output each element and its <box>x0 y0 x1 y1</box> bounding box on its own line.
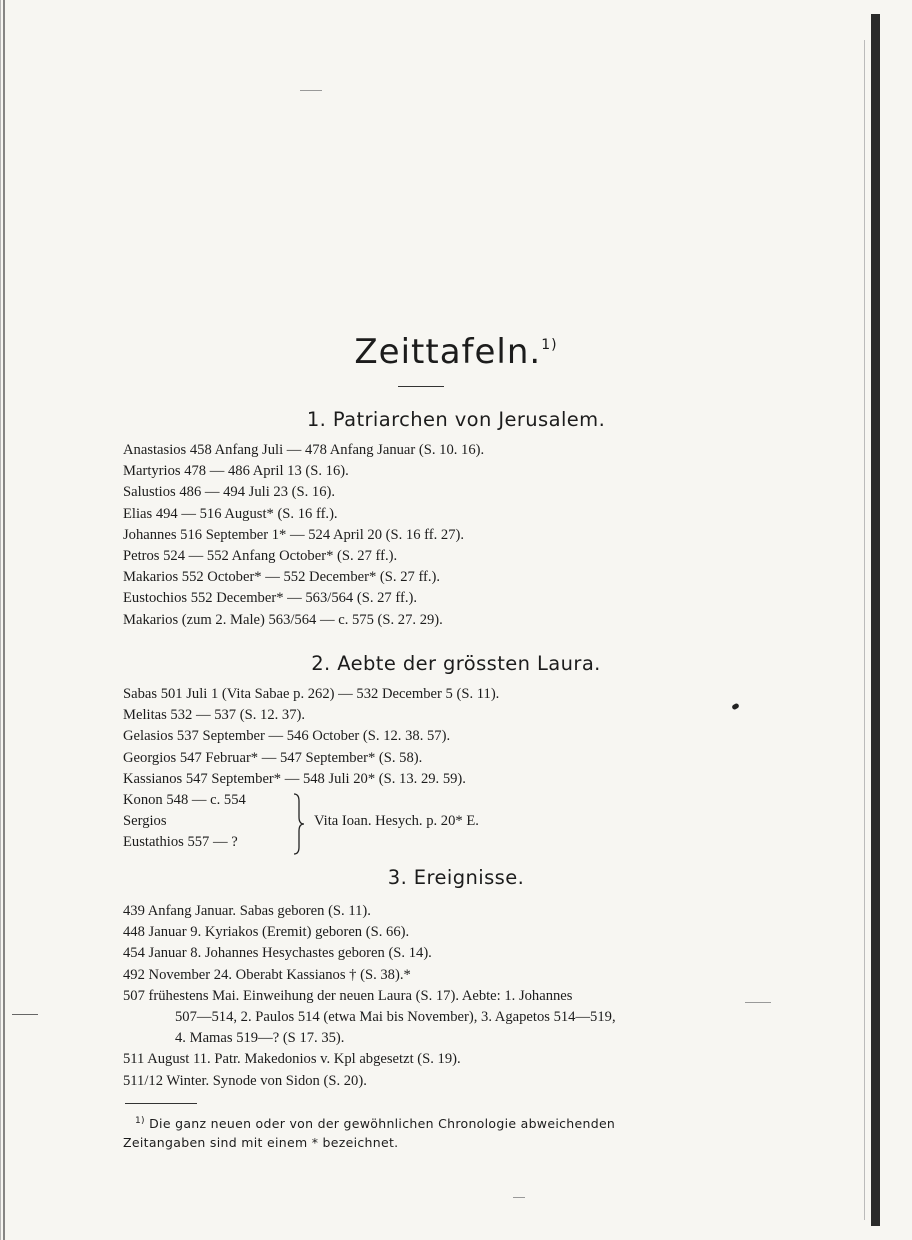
list-item: Makarios (zum 2. Male) 563/564 — c. 575 (S. 27. 29). <box>123 611 443 628</box>
scan-edge-left <box>3 0 5 1240</box>
list-item: 507 frühestens Mai. Einweihung der neuen Laura (S. 17). Aebte: 1. Johannes <box>123 987 573 1004</box>
list-item: Anastasios 458 Anfang Juli — 478 Anfang Januar (S. 10. 16). <box>123 442 485 458</box>
list-item: 511 August 11. Patr. Makedonios v. Kpl abgesetzt (S. 19). <box>123 1051 461 1068</box>
list-item: Konon 548 — c. 554 <box>123 792 246 808</box>
scan-mark <box>745 1002 771 1003</box>
section-heading-events: 3. Ereignisse. <box>387 866 525 889</box>
list-item: 492 November 24. Oberabt Kassianos † (S. 38).* <box>123 966 411 983</box>
section-heading-patriarchs: 1. Patriarchen von Jerusalem. <box>306 408 606 431</box>
footnote-line: Zeitangaben sind mit einem * bezeichnet. <box>123 1135 399 1151</box>
list-item-continuation: 4. Mamas 519—? (S 17. 35). <box>175 1030 345 1047</box>
footnote-line <box>123 1112 763 1133</box>
footnote-marker: 1) <box>135 1116 145 1126</box>
scan-mark <box>12 1014 38 1015</box>
page-title <box>0 332 912 372</box>
list-item-continuation: 507—514, 2. Paulos 514 (etwa Mai bis November), 3. Agapetos 514—519, <box>175 1008 616 1025</box>
footnote-text: Die ganz neuen oder von der gewöhnlichen Chronologie abweichenden <box>149 1116 616 1132</box>
title-text: Zeittafeln. <box>354 332 542 372</box>
patriarch-list <box>123 440 743 631</box>
list-item: Melitas 532 — 537 (S. 12. 37). <box>123 707 306 724</box>
footnote-rule <box>125 1103 197 1104</box>
list-item: 448 Januar 9. Kyriakos (Eremit) geboren (S. 66). <box>123 924 410 941</box>
title-footnote-marker: 1) <box>541 337 558 353</box>
list-item: 454 Januar 8. Johannes Hesychastes geboren (S. 14). <box>123 945 432 962</box>
list-item: 439 Anfang Januar. Sabas geboren (S. 11). <box>123 903 371 919</box>
list-item: Elias 494 — 516 August* (S. 16 ff.). <box>123 505 338 522</box>
list-item: Eustochios 552 December* — 563/564 (S. 27 ff.). <box>123 590 417 607</box>
list-item: Salustios 486 — 494 Juli 23 (S. 16). <box>123 484 336 501</box>
scan-line-right <box>864 40 865 1220</box>
abbot-list <box>123 684 743 790</box>
section-heading-abbots: 2. Aebte der grössten Laura. <box>311 652 601 675</box>
list-item: Georgios 547 Februar* — 547 September* (S. 58). <box>123 749 423 766</box>
scan-mark <box>300 90 322 91</box>
list-item: Sergios <box>123 813 167 830</box>
list-item: Martyrios 478 — 486 April 13 (S. 16). <box>123 463 349 480</box>
list-item: Kassianos 547 September* — 548 Juli 20* (S. 13. 29. 59). <box>123 770 466 787</box>
list-item: Gelasios 537 September — 546 October (S. 12. 38. 57). <box>123 728 451 745</box>
list-item: Johannes 516 September 1* — 524 April 20 (S. 16 ff. 27). <box>123 526 465 543</box>
list-item: Petros 524 — 552 Anfang October* (S. 27 ff.). <box>123 547 398 564</box>
scan-edge-left-outer <box>0 0 1 1240</box>
footnote <box>123 1112 763 1152</box>
right-brace-icon <box>292 793 306 855</box>
title-rule <box>398 386 444 387</box>
list-item: 511/12 Winter. Synode von Sidon (S. 20). <box>123 1072 367 1089</box>
list-item: Eustathios 557 — ? <box>123 834 238 851</box>
list-item: Makarios 552 October* — 552 December* (S. 27 ff.). <box>123 569 441 586</box>
list-item: Sabas 501 Juli 1 (Vita Sabae p. 262) — 532 December 5 (S. 11). <box>123 686 500 702</box>
event-list <box>123 901 743 1092</box>
scan-mark <box>513 1197 525 1198</box>
bracket-note: Vita Ioan. Hesych. p. 20* E. <box>314 813 479 829</box>
scan-bar-right <box>871 14 880 1226</box>
